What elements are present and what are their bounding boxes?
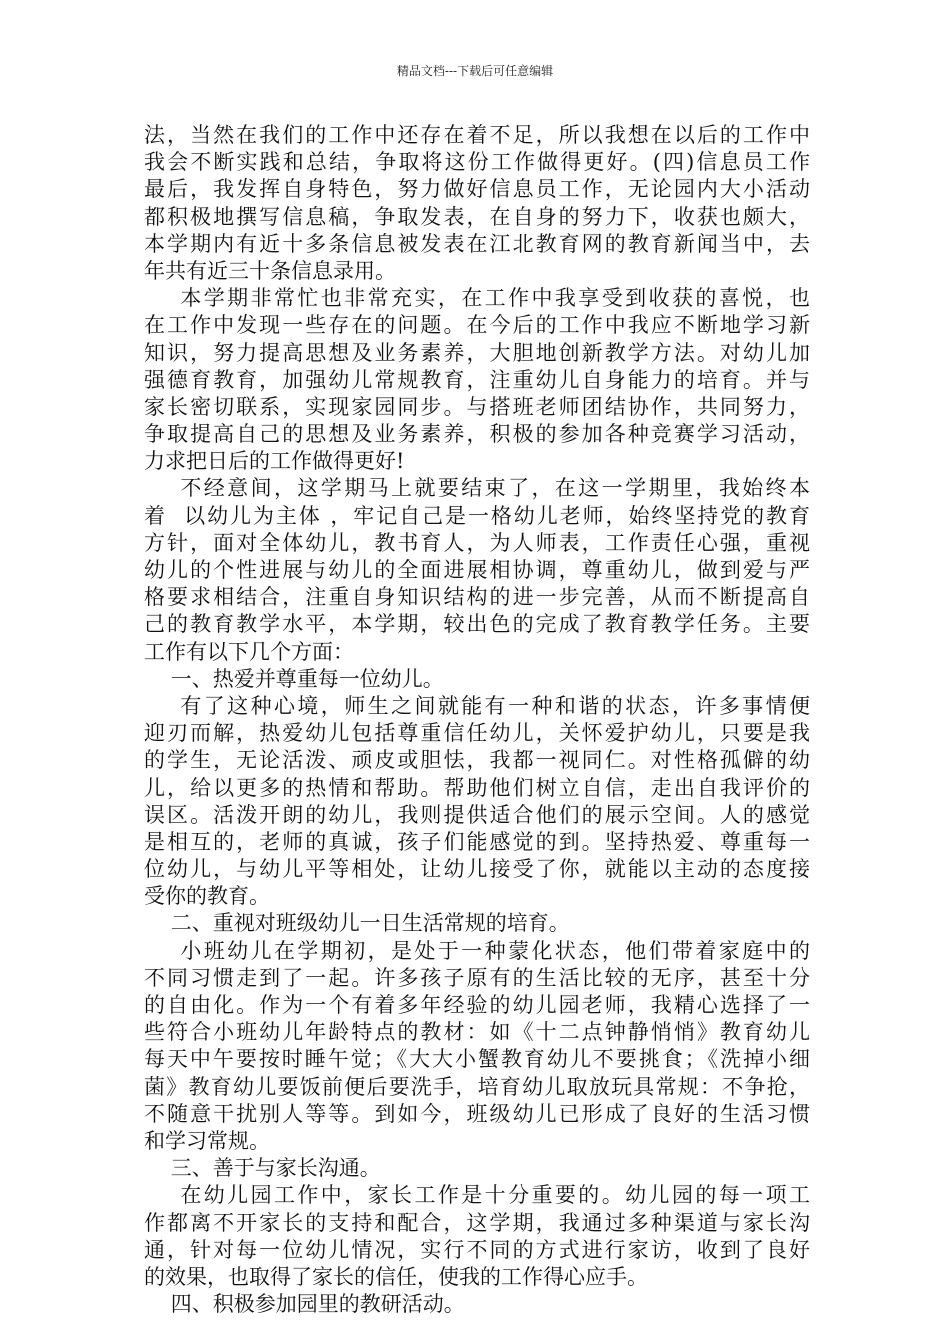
text-line: 的效果，也取得了家长的信任，使我的工作得心应手。: [144, 1264, 648, 1289]
text-line: 本学期内有近十多条信息被发表在江北教育网的教育新闻当中，去: [144, 231, 810, 256]
text-line: 格要求相结合，注重自身知识结构的进一步完善，从而不断提高自: [144, 585, 810, 610]
text-line: 有了这种心境，师生之间就能有一种和谐的状态，许多事情便: [144, 693, 810, 718]
text-line: 三、善于与家长沟通。: [144, 1156, 381, 1181]
text-line: 的学生，无论活泼、顽皮或胆怯，我都一视同仁。对性格孤僻的幼: [144, 748, 810, 773]
text-line: 迎刃而解，热爱幼儿包括尊重信任幼儿，关怀爱护幼儿，只要是我: [144, 721, 810, 746]
text-line: 每天中午要按时睡午觉；《大大小蟹教育幼儿不要挑食；《洗掉小细: [144, 1047, 810, 1072]
text-line: 知识，努力提高思想及业务素养，大胆地创新教学方法。对幼儿加: [144, 340, 810, 365]
text-line: 误区。活泼开朗的幼儿，我则提供适合他们的展示空间。人的感觉: [144, 802, 810, 827]
text-line: 通，针对每一位幼儿情况，实行不同的方式进行家访，收到了良好: [144, 1237, 810, 1262]
text-line: 着 以幼儿为主体 ，牢记自己是一格幼儿老师，始终坚持党的教育: [144, 503, 810, 528]
text-line: 四、积极参加园里的教研活动。: [144, 1292, 465, 1317]
text-line: 作都离不开家长的支持和配合，这学期，我通过多种渠道与家长沟: [144, 1210, 810, 1235]
text-line: 和学习常规。: [144, 1128, 270, 1153]
text-line: 二、重视对班级幼儿一日生活常规的培育。: [144, 911, 570, 936]
text-line: 争取提高自己的思想及业务素养，积极的参加各种竞赛学习活动，: [144, 422, 810, 447]
text-line: 受你的教育。: [144, 884, 270, 909]
text-line: 在幼儿园工作中，家长工作是十分重要的。幼儿园的每一项工: [144, 1183, 810, 1208]
text-line: 位幼儿，与幼儿平等相处，让幼儿接受了你，就能以主动的态度接: [144, 857, 810, 882]
text-line: 小班幼儿在学期初，是处于一种蒙化状态，他们带着家庭中的: [144, 938, 810, 963]
text-line: 年共有近三十条信息录用。: [144, 258, 396, 283]
text-line: 不随意干扰别人等等。到如今，班级幼儿已形成了良好的生活习惯: [144, 1101, 810, 1126]
text-line: 些符合小班幼儿年龄特点的教材：如《十二点钟静悄悄》教育幼儿: [144, 1020, 810, 1045]
text-line: 强德育教育，加强幼儿常规教育，注重幼儿自身能力的培育。并与: [144, 367, 810, 392]
text-line: 儿，给以更多的热情和帮助。帮助他们树立自信，走出自我评价的: [144, 775, 810, 800]
text-line: 最后，我发挥自身特色，努力做好信息员工作，无论园内大小活动: [144, 177, 810, 202]
text-line: 方针，面对全体幼儿，教书育人，为人师表，工作责任心强，重视: [144, 530, 810, 555]
text-line: 不经意间，这学期马上就要结束了，在这一学期里，我始终本: [144, 476, 810, 501]
text-line: 菌》教育幼儿要饭前便后要洗手，培育幼儿取放玩具常规：不争抢，: [144, 1074, 810, 1099]
document-body: [144, 122, 810, 1318]
text-line: 不同习惯走到了一起。许多孩子原有的生活比较的无序，甚至十分: [144, 965, 810, 990]
page-header: 精品文档---下载后可任意编辑: [396, 64, 554, 78]
text-line: 家长密切联系，实现家园同步。与搭班老师团结协作，共同努力，: [144, 394, 810, 419]
text-line: 是相互的，老师的真诚，孩子们能感觉的到。坚持热爱、尊重每一: [144, 829, 810, 854]
text-line: 己的教育教学水平，本学期，较出色的完成了教育教学任务。主要: [144, 612, 810, 637]
text-line: 力求把日后的工作做得更好!: [144, 449, 405, 474]
text-line: 本学期非常忙也非常充实，在工作中我享受到收获的喜悦，也: [144, 286, 810, 311]
text-line: 幼儿的个性进展与幼儿的全面进展相协调，尊重幼儿，做到爱与严: [144, 558, 810, 582]
text-line: 工作有以下几个方面：: [144, 639, 354, 664]
text-line: 法，当然在我们的工作中还存在着不足，所以我想在以后的工作中: [144, 123, 810, 147]
text-line: 都积极地撰写信息稿，争取发表，在自身的努力下，收获也颇大，: [144, 204, 810, 229]
text-line: 的自由化。作为一个有着多年经验的幼儿园老师，我精心选择了一: [144, 993, 810, 1017]
text-line: 在工作中发现一些存在的问题。在今后的工作中我应不断地学习新: [144, 313, 810, 338]
text-line: 一、热爱并尊重每一位幼儿。: [144, 666, 444, 691]
text-line: 我会不断实践和总结，争取将这份工作做得更好。(四)信息员工作: [144, 150, 810, 175]
